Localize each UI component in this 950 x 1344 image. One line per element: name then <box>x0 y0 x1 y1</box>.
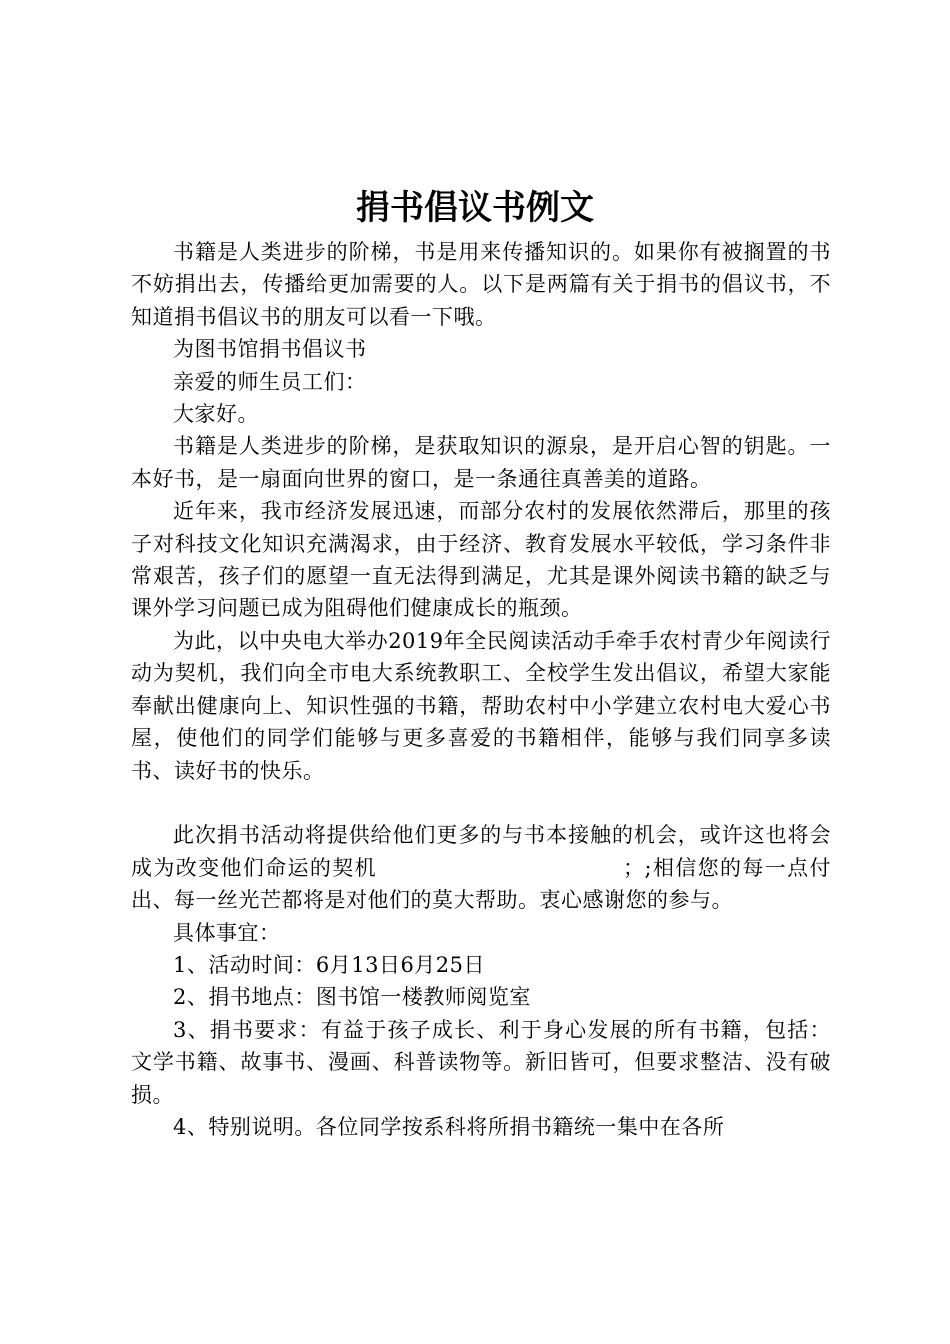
document-title: 捐书倡议书例文 <box>356 188 594 228</box>
salutation: 亲爱的师生员工们： <box>173 369 367 394</box>
body-paragraph: 此次捐书活动将提供给他们更多的与书本接触的机会，或许这也将会成为改变他们命运的契机 ；;相信您的每一点付出、每一丝光芒都将是对他们的莫大帮助。衷心感谢您的参与。 <box>131 823 831 913</box>
intro-paragraph: 书籍是人类进步的阶梯，书是用来传播知识的。如果你有被搁置的书不妨捐出去，传播给更加需要的人。以下是两篇有关于捐书的倡议书，不知道捐书倡议书的朋友可以看一下哦。 <box>131 240 831 329</box>
body-paragraph: 书籍是人类进步的阶梯，是获取知识的源泉，是开启心智的钥匙。一本好书，是一扇面向世界的窗口，是一条通往真善美的道路。 <box>131 434 831 491</box>
list-item: 4、特别说明。各位同学按系科将所捐书籍统一集中在各所 <box>173 1114 725 1139</box>
section-heading: 为图书馆捐书倡议书 <box>173 337 367 362</box>
list-item: 3、捐书要求：有益于孩子成长、利于身心发展的所有书籍，包括：文学书籍、故事书、漫画、科普读物等。新旧皆可，但要求整洁、没有破损。 <box>131 1017 831 1107</box>
greeting: 大家好。 <box>173 402 259 427</box>
document-body <box>131 236 831 1143</box>
list-item: 2、捐书地点：图书馆一楼教师阅览室 <box>173 985 531 1010</box>
list-item: 1、活动时间：6月13日6月25日 <box>173 952 486 977</box>
body-paragraph: 为此，以中央电大举办2019年全民阅读活动手牵手农村青少年阅读行动为契机，我们向全市电大系统教职工、全校学生发出倡议，希望大家能奉献出健康向上、知识性强的书籍，帮助农村中小学建立农村电大爱心书屋，使他们的同学们能够与更多喜爱的书籍相伴，能够与我们同享多读书、读好书的快乐。 <box>131 628 831 783</box>
blank-line <box>131 787 831 819</box>
body-paragraph: 近年来，我市经济发展迅速，而部分农村的发展依然滞后，那里的孩子对科技文化知识充满渴求，由于经济、教育发展水平较低，学习条件非常艰苦，孩子们的愿望一直无法得到满足，尤其是课外阅读书籍的缺乏与课外学习问题已成为阻碍他们健康成长的瓶颈。 <box>131 499 831 621</box>
details-heading: 具体事宜： <box>173 920 281 945</box>
